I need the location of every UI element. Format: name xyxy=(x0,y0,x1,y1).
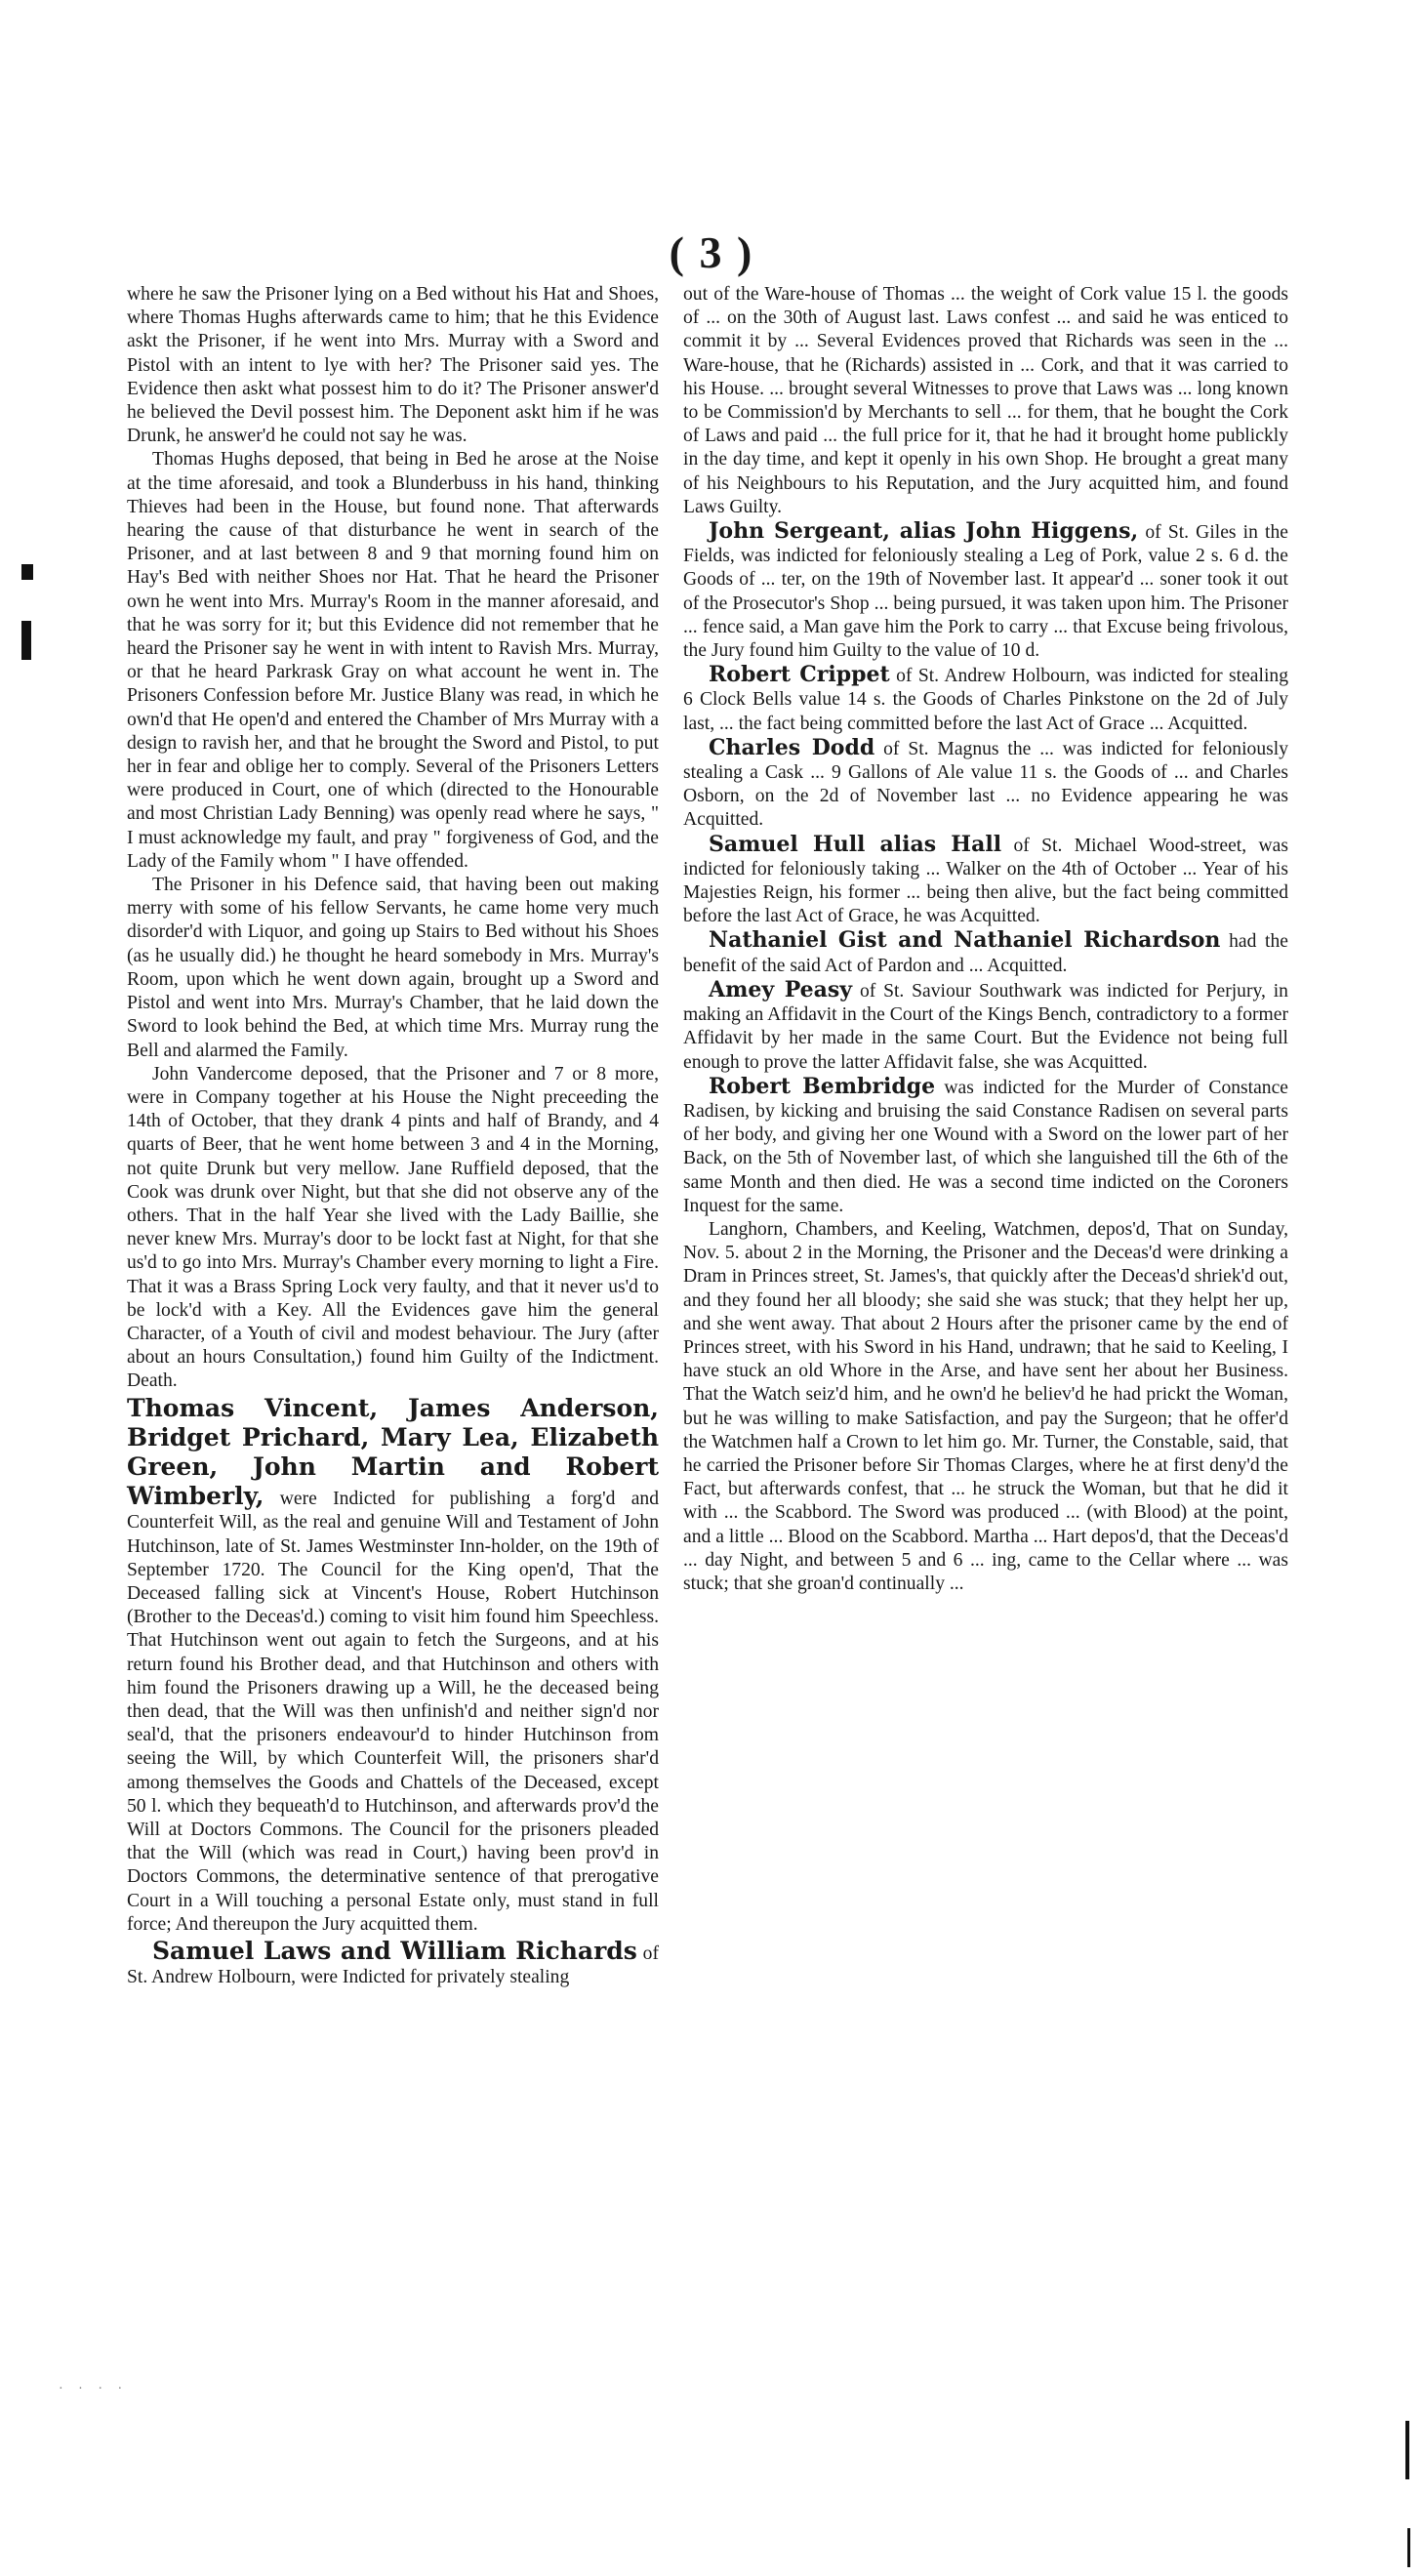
right-paragraph-1: out of the Ware-house of Thomas ... the weight of Cork value 15 l. the goods of ... on the 30th of August last. Laws confest ... and said he was enticed to commit it by ... Several Evidences proved that Richards was seen in the ... Ware-house, that he (Richards) assisted in ... Cork, and that it was carried to his House. ... brought several Witnesses to prove that Laws was ... long known to be Commission'd by Merchants to sell ... for them, that he bought the Cork of Laws and paid ... the full price for it, that he had it brought home publickly in the day time, and kept it openly in his own Shop. He brought a great many of his Neighbours to his Reputation, and the Jury acquitted him, and found Laws Guilty. xyxy=(683,284,1288,517)
left-paragraph-1: where he saw the Prisoner lying on a Bed without his Hat and Shoes, where Thomas Hughs afterwards came to him; that he this Evidence askt the Prisoner, if he went into Mrs. Murray with a Sword and Pistol with an intent to lye with her? The Prisoner said yes. The Evidence then askt what possest him to do it? The Prisoner answer'd he believed the Devil possest him. The Deponent askt him if he was Drunk, he answer'd he could not say he was. xyxy=(127,284,659,447)
right-paragraph-watchmen: Langhorn, Chambers, and Keeling, Watchmen, depos'd, That on Sunday, Nov. 5. about 2 in the Morning, the Prisoner and the Deceas'd were drinking a Dram in Princes street, St. James's, that quickly after the Deceas'd shriek'd out, and they found her all bloody; she said she was stuck; that they helpt her up, and she went away. That about 2 Hours after the prisoner came by the end of Princes street, with his Sword in his Hand, undrawn; that he said to Keeling, I have stuck an old Whore in the Arse, and have sent her about her Business. That the Watch seiz'd him, and he own'd he believ'd he had prickt the Woman, but he was willing to make Satisfaction, and pay the Surgeon; that he offer'd the Watchmen half a Crown to let him go. Mr. Turner, the Constable, said, that he carried the Prisoner before Sir Thomas Clarges, where he at first deny'd the Fact, but afterwards confest, that ... he struck the Woman, but that he did it with ... the Scabbord. The Sword was produced ... (with Blood) at the point, and a little ... Blood on the Scabbord. Martha ... Hart depos'd, that the Deceas'd ... day Night, and between 5 and 6 ... ing, came to the Cellar where ... was stuck; that she groan'd continually ... xyxy=(683,1218,1288,1594)
right-column xyxy=(683,283,1288,1596)
case-heading-dodd: Charles Dodd xyxy=(709,734,875,760)
right-case-sergeant xyxy=(683,519,1288,663)
case-text-gist: had the benefit of the said Act of Pardon and ... Acquitted. xyxy=(683,931,1288,976)
case-heading-crippet: Robert Crippet xyxy=(709,662,890,688)
case-text-peasy: of St. Saviour Southwark was indicted for Perjury, in making an Affidavit in the Court of the Kings Bench, contradictory to a former Affidavit by her made in the same Court. But the Evidence not being full enough to prove the latter Affidavit false, she was Acquitted. xyxy=(683,980,1288,1073)
left-paragraph-2: Thomas Hughs deposed, that being in Bed he arose at the Noise at the time aforesaid, and took a Blunderbuss in his hand, thinking Thieves had been in the House, but found none. That afterwards hearing the cause of that disturbance he went in search of the Prisoner, and at last between 8 and 9 that morning found him on Hay's Bed with neither Shoes nor Hat. That he heard the Prisoner own he went into Mrs. Murray's Room in the manner aforesaid, and that he was sorry for it; but this Evidence did not remember that he heard the Prisoner say he went in with intent to Ravish Mrs. Murray, or that he heard Parkrask Gray on what account he went in. The Prisoners Confession before Mr. Justice Blany was read, in which he own'd that He open'd and entered the Chamber of Mrs Murray with a design to ravish her, and that he brought the Sword and Pistol, to put her in fear and oblige her to comply. Several of the Prisoners Letters were produced in Court, one of which (directed to the Honourable and most Christian Lady Benning) was openly read where he says, " I must acknowledge my fault, and pray " forgiveness of God, and the Lady of the Family whom " I have offended. xyxy=(127,449,659,872)
page-number: ( 3 ) xyxy=(669,227,754,277)
left-margin-mark-2 xyxy=(21,621,31,660)
right-case-crippet xyxy=(683,663,1288,736)
case-text-hull: of St. Michael Wood-street, was indicted for feloniously taking ... Walker on the 4th of October ... Year of his Majesties Reign, his former ... being then alive, but the fact being committed before the last Act of Grace, he was Acquitted. xyxy=(683,835,1288,927)
right-case-hull xyxy=(683,833,1288,929)
case-heading-vincent: Thomas Vincent, James Anderson, Bridget Prichard, Mary Lea, Elizabeth Green, John Martin and Robert Wimberly, xyxy=(127,1393,659,1511)
left-case-vincent xyxy=(127,1394,659,1937)
case-text-sergeant: of St. Giles in the Fields, was indicted for feloniously stealing a Leg of Pork, value 2 s. 6 d. the Goods of ... ter, on the 19th of November last. It appear'd ... soner took it out of the Prosecutor's Shop ... being pursued, it was taken upon him. The Prisoner ... fence said, a Man gave him the Pork to carry ... that Excuse being frivolous, the Jury found him Guilty to the value of 10 d. xyxy=(683,522,1288,662)
left-paragraph-4: John Vandercome deposed, that the Prisoner and 7 or 8 more, were in Company together at his House the Night preceeding the 14th of October, that they drank 4 pints and half of Brandy, and 4 quarts of Beer, that he went home between 3 and 4 in the Morning, not quite Drunk but very mellow. Jane Ruffield deposed, that the Cook was drunk over Night, but that she did not observe any of the others. That in the half Year she lived with the Lady Baillie, she never knew Mrs. Murray's door to be lockt fast at Night, for that she us'd to go into Mrs. Murray's Chamber every morning to light a Fire. That it was a Brass Spring Lock very faulty, and that it never us'd to be lock'd with a Key. All the Evidences gave him the general Character, of a Youth of civil and modest behaviour. The Jury (after about an hours Consultation,) found him Guilty of the Indictment. Death. xyxy=(127,1063,659,1392)
case-text-dodd: of St. Magnus the ... was indicted for feloniously stealing a Cask ... 9 Gallons of Ale value 11 s. the Goods of ... and Charles Osborn, on the 2d of November last ... no Evidence appearing he was Acquitted. xyxy=(683,738,1288,831)
left-case-laws xyxy=(127,1937,659,1989)
case-heading-hull: Samuel Hull alias Hall xyxy=(709,831,1002,857)
left-column xyxy=(127,283,659,1989)
case-text-vincent: were Indicted for publishing a forg'd and Counterfeit Will, as the real and genuine Will and Testament of John Hutchinson, late of St. James Westminster Inn-holder, on the 19th of September 1720. The Council for the King open'd, That the Deceased falling sick at Vincent's House, Robert Hutchinson (Brother to the Deceas'd.) coming to visit him found him Speechless. That Hutchinson went out again to fetch the Surgeons, and at his return found his Brother dead, and that Hutchinson and others with him found the Prisoners drawing up a Will, he the deceased being then dead, that the Will was then unfinish'd and neither sign'd nor seal'd, that the prisoners endeavour'd to hinder Hutchinson from seeing the Will, by which Counterfeit Will, the prisoners shar'd among themselves the Goods and Chattels of the Deceased, except 50 l. which they bequeath'd to Hutchinson, and afterwards prov'd the Will at Doctors Commons. The Council for the prisoners pleaded that the Will (which was read in Court,) having been prov'd in Doctors Commons, the determinative sentence of that prerogative Court in a Will touching a personal Estate only, must stand in full force; And thereupon the Jury acquitted them. xyxy=(127,1489,659,1935)
right-case-dodd xyxy=(683,736,1288,833)
case-heading-peasy: Amey Peasy xyxy=(709,976,853,1002)
left-margin-mark-1 xyxy=(21,564,33,580)
case-heading-sergeant: John Sergeant, alias John Higgens, xyxy=(709,518,1139,545)
case-heading-gist: Nathaniel Gist and Nathaniel Richardson xyxy=(709,927,1221,954)
right-case-gist xyxy=(683,928,1288,977)
case-text-crippet: of St. Andrew Holbourn, was indicted for stealing 6 Clock Bells value 14 s. the Goods of Charles Pinkstone on the 2d of July last, ... the fact being committed before the last Act of Grace ... Acquitted. xyxy=(683,666,1288,734)
right-case-bembridge xyxy=(683,1075,1288,1218)
case-text-laws: of St. Andrew Holbourn, were Indicted for privately stealing xyxy=(127,1943,659,1988)
case-heading-bembridge: Robert Bembridge xyxy=(709,1073,936,1099)
bottom-speckle: · · · · xyxy=(59,2382,129,2396)
right-case-peasy xyxy=(683,978,1288,1075)
right-margin-mark-2 xyxy=(1407,2528,1410,2567)
left-paragraph-3: The Prisoner in his Defence said, that having been out making merry with some of his fellow Servants, he came home very much disorder'd with Liquor, and going up Stairs to Bed without his Shoes (as he usually did.) he thought he heard somebody in Mrs. Murray's Room, upon which he went down again, brought up a Sword and Pistol and went into Mrs. Murray's Chamber, that he laid down the Sword to look behind the Bed, at which time Mrs. Murray rung the Bell and alarmed the Family. xyxy=(127,875,659,1061)
case-text-bembridge: was indicted for the Murder of Constance Radisen, by kicking and bruising the said Constance Radisen on several parts of her body, and giving her one Wound with a Sword on the lower part of her Back, on the 5th of November last, of which she languished till the 6th of the same Month and then died. He was a second time indicted on the Coroners Inquest for the same. xyxy=(683,1077,1288,1216)
case-heading-laws: Samuel Laws and William Richards xyxy=(152,1937,637,1966)
right-margin-mark-1 xyxy=(1405,2421,1409,2479)
